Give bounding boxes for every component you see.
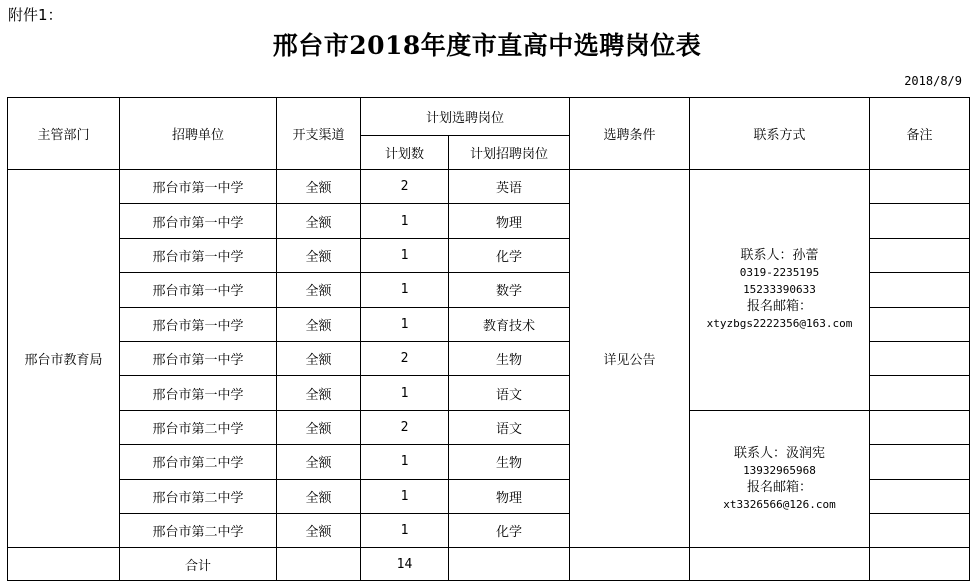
- unit-cell: 邢台市第一中学: [120, 170, 277, 204]
- total-empty-cell: [277, 548, 361, 581]
- table-row: [8, 170, 970, 204]
- total-empty-cell: [8, 548, 120, 581]
- position-cell: 教育技术: [449, 307, 570, 341]
- remarks-cell: [870, 170, 970, 204]
- total-empty-cell: [449, 548, 570, 581]
- count-cell: 1: [361, 376, 449, 410]
- contact-email-label: 报名邮箱：: [746, 299, 812, 315]
- unit-cell: 邢台市第一中学: [120, 307, 277, 341]
- header-funding: 开支渠道: [277, 98, 361, 170]
- count-cell: 1: [361, 479, 449, 513]
- position-cell: 语文: [449, 410, 570, 444]
- count-cell: 1: [361, 513, 449, 547]
- contact-cell: [690, 170, 870, 411]
- unit-cell: 邢台市第二中学: [120, 513, 277, 547]
- positions-table: [7, 97, 970, 581]
- table-row: [8, 410, 970, 444]
- total-empty-cell: [570, 548, 690, 581]
- count-cell: 1: [361, 307, 449, 341]
- date-label: 2018/8/9: [904, 74, 962, 88]
- contact-email: xtyzbgs2222356@163.com: [706, 317, 853, 331]
- header-unit: 招聘单位: [120, 98, 277, 170]
- total-empty-cell: [690, 548, 870, 581]
- unit-cell: 邢台市第二中学: [120, 445, 277, 479]
- position-cell: 英语: [449, 170, 570, 204]
- unit-cell: 邢台市第二中学: [120, 479, 277, 513]
- funding-cell: 全额: [277, 170, 361, 204]
- position-cell: 物理: [449, 204, 570, 238]
- count-cell: 1: [361, 445, 449, 479]
- count-cell: 1: [361, 273, 449, 307]
- header-department: 主管部门: [8, 98, 120, 170]
- remarks-cell: [870, 410, 970, 444]
- funding-cell: 全额: [277, 341, 361, 375]
- unit-cell: 邢台市第一中学: [120, 204, 277, 238]
- funding-cell: 全额: [277, 445, 361, 479]
- remarks-cell: [870, 273, 970, 307]
- funding-cell: 全额: [277, 273, 361, 307]
- contact-phone: 0319-2235195: [739, 266, 820, 280]
- contact-info: [690, 247, 869, 332]
- remarks-cell: [870, 513, 970, 547]
- position-cell: 数学: [449, 273, 570, 307]
- unit-cell: 邢台市第一中学: [120, 341, 277, 375]
- contact-email-label: 报名邮箱：: [746, 480, 812, 496]
- position-cell: 化学: [449, 238, 570, 272]
- header-contact: 联系方式: [690, 98, 870, 170]
- funding-cell: 全额: [277, 238, 361, 272]
- contact-person: 联系人：孙蕾: [740, 248, 819, 264]
- funding-cell: 全额: [277, 204, 361, 238]
- unit-cell: 邢台市第一中学: [120, 273, 277, 307]
- funding-cell: 全额: [277, 410, 361, 444]
- attachment-label: 附件1：: [8, 6, 63, 24]
- total-row: [8, 548, 970, 581]
- count-cell: 1: [361, 238, 449, 272]
- total-count: 14: [361, 548, 449, 581]
- contact-info: [690, 445, 869, 513]
- position-cell: 化学: [449, 513, 570, 547]
- funding-cell: 全额: [277, 376, 361, 410]
- remarks-cell: [870, 479, 970, 513]
- page-title: 邢台市2018年度市直高中选聘岗位表: [272, 31, 702, 60]
- contact-mobile: 15233390633: [743, 283, 816, 297]
- remarks-cell: [870, 307, 970, 341]
- remarks-cell: [870, 341, 970, 375]
- funding-cell: 全额: [277, 479, 361, 513]
- position-cell: 生物: [449, 341, 570, 375]
- header-remarks: 备注: [870, 98, 970, 170]
- remarks-cell: [870, 376, 970, 410]
- count-cell: 2: [361, 341, 449, 375]
- contact-person: 联系人：汲润宪: [733, 446, 825, 462]
- funding-cell: 全额: [277, 307, 361, 341]
- position-cell: 语文: [449, 376, 570, 410]
- contact-email: xt3326566@126.com: [723, 498, 836, 512]
- header-conditions: 选聘条件: [570, 98, 690, 170]
- unit-cell: 邢台市第二中学: [120, 410, 277, 444]
- count-cell: 1: [361, 204, 449, 238]
- count-cell: 2: [361, 410, 449, 444]
- position-cell: 生物: [449, 445, 570, 479]
- remarks-cell: [870, 445, 970, 479]
- header-row: [8, 98, 970, 136]
- remarks-cell: [870, 238, 970, 272]
- position-cell: 物理: [449, 479, 570, 513]
- conditions-cell: 详见公告: [570, 170, 690, 548]
- total-label: 合计: [120, 548, 277, 581]
- contact-cell: [690, 410, 870, 548]
- header-plan-group: 计划选聘岗位: [361, 98, 570, 136]
- unit-cell: 邢台市第一中学: [120, 376, 277, 410]
- remarks-cell: [870, 204, 970, 238]
- header-plan-count: 计划数: [361, 136, 449, 170]
- unit-cell: 邢台市第一中学: [120, 238, 277, 272]
- total-empty-cell: [870, 548, 970, 581]
- count-cell: 2: [361, 170, 449, 204]
- funding-cell: 全额: [277, 513, 361, 547]
- header-plan-position: 计划招聘岗位: [449, 136, 570, 170]
- department-cell: 邢台市教育局: [8, 170, 120, 548]
- contact-phone: 13932965968: [743, 464, 816, 478]
